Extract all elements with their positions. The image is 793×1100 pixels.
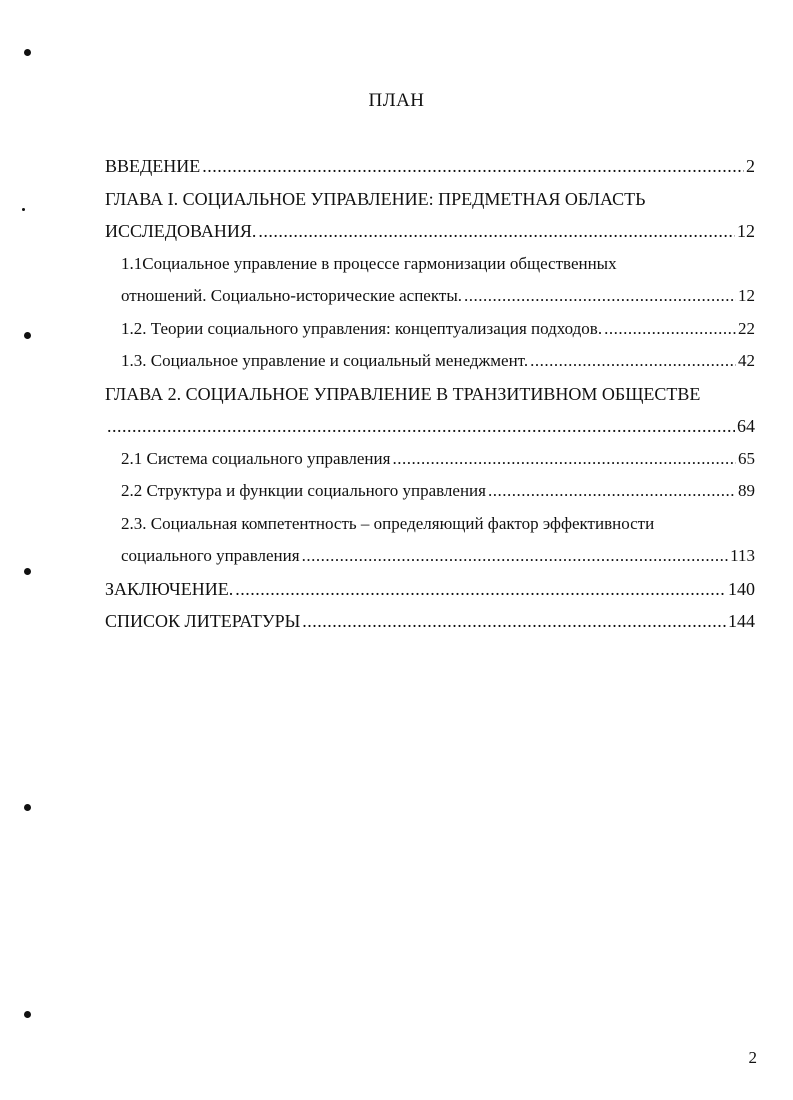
toc-page-number: 22 [738,318,755,338]
dot-leader [488,475,736,508]
dot-leader [302,540,729,573]
toc-page-number: 144 [728,611,755,631]
toc-entry-section-2-3[interactable] [121,508,755,541]
toc-page-number: 140 [728,578,755,599]
binder-hole-mark [24,1011,31,1018]
toc-entry-text: 2.3. Социальная компетентность – определяющий фактор эффективности [121,513,655,533]
binder-hole-mark [24,332,31,339]
dot-leader [202,150,744,183]
toc-page-number: 12 [737,221,755,241]
toc-entry-section-1-1[interactable] [121,248,755,281]
toc-entry-section-1-3[interactable] [121,345,755,378]
toc-entry-chapter-2[interactable] [105,378,755,411]
toc-entry-text: 2.2 Структура и функции социального управления [121,481,486,500]
dot-leader [302,605,726,638]
dot-leader [258,215,735,248]
toc-entry-text: отношений. Социально-исторические аспекты. [121,286,462,305]
toc-entry-section-2-1[interactable] [121,443,755,476]
binder-hole-mark [24,568,31,575]
toc-entry-introduction[interactable] [105,150,755,183]
toc-page-number: 89 [738,481,755,500]
toc-page-number: 42 [738,351,755,370]
binder-hole-mark [24,804,31,811]
toc-entry-section-2-3-cont[interactable] [121,540,755,573]
toc-entry-text: 1.1Социальное управление в процессе гармонизации общественных [121,253,617,273]
scan-speck [22,208,25,211]
toc-page-number: 64 [737,416,755,436]
toc-page-number: 65 [738,448,755,468]
toc-entry-chapter-1[interactable] [105,183,755,216]
page-title: ПЛАН [368,90,425,111]
toc-entry-chapter-2-cont[interactable] [105,410,755,443]
toc-entry-text: 1.2. Теории социального управления: концептуализация подходов. [121,318,603,338]
page-number: 2 [748,1048,757,1067]
toc-page-number: 113 [730,546,755,565]
toc-entry-section-1-1-cont[interactable] [121,280,755,313]
toc-entry-text: СПИСОК ЛИТЕРАТУРЫ [105,611,301,631]
toc-entry-text: ИССЛЕДОВАНИЯ. [105,221,257,241]
dot-leader [604,313,736,346]
toc-page-number: 2 [746,156,755,176]
table-of-contents [105,150,755,638]
toc-entry-text: ГЛАВА 2. СОЦИАЛЬНОЕ УПРАВЛЕНИЕ В ТРАНЗИТИВНОМ ОБЩЕСТВЕ [105,383,701,404]
toc-entry-chapter-1-cont[interactable] [105,215,755,248]
toc-entry-section-2-2[interactable] [121,475,755,508]
toc-entry-text: ГЛАВА I. СОЦИАЛЬНОЕ УПРАВЛЕНИЕ: ПРЕДМЕТНАЯ ОБЛАСТЬ [105,188,646,209]
toc-entry-text: социального управления [121,546,300,565]
toc-entry-bibliography[interactable] [105,605,755,638]
toc-entry-text: ЗАКЛЮЧЕНИЕ. [105,578,234,599]
toc-entry-text: ВВЕДЕНИЕ [105,156,201,176]
dot-leader [530,345,736,378]
binder-hole-mark [24,49,31,56]
dot-leader [235,573,726,606]
toc-entry-section-1-2[interactable] [121,313,755,346]
toc-page-number: 12 [738,286,755,305]
dot-leader [392,443,736,476]
toc-entry-text: 1.3. Социальное управление и социальный менеджмент. [121,351,529,370]
toc-entry-text: 2.1 Система социального управления [121,448,391,468]
dot-leader [107,410,735,443]
toc-entry-conclusion[interactable] [105,573,755,606]
dot-leader [464,280,736,313]
